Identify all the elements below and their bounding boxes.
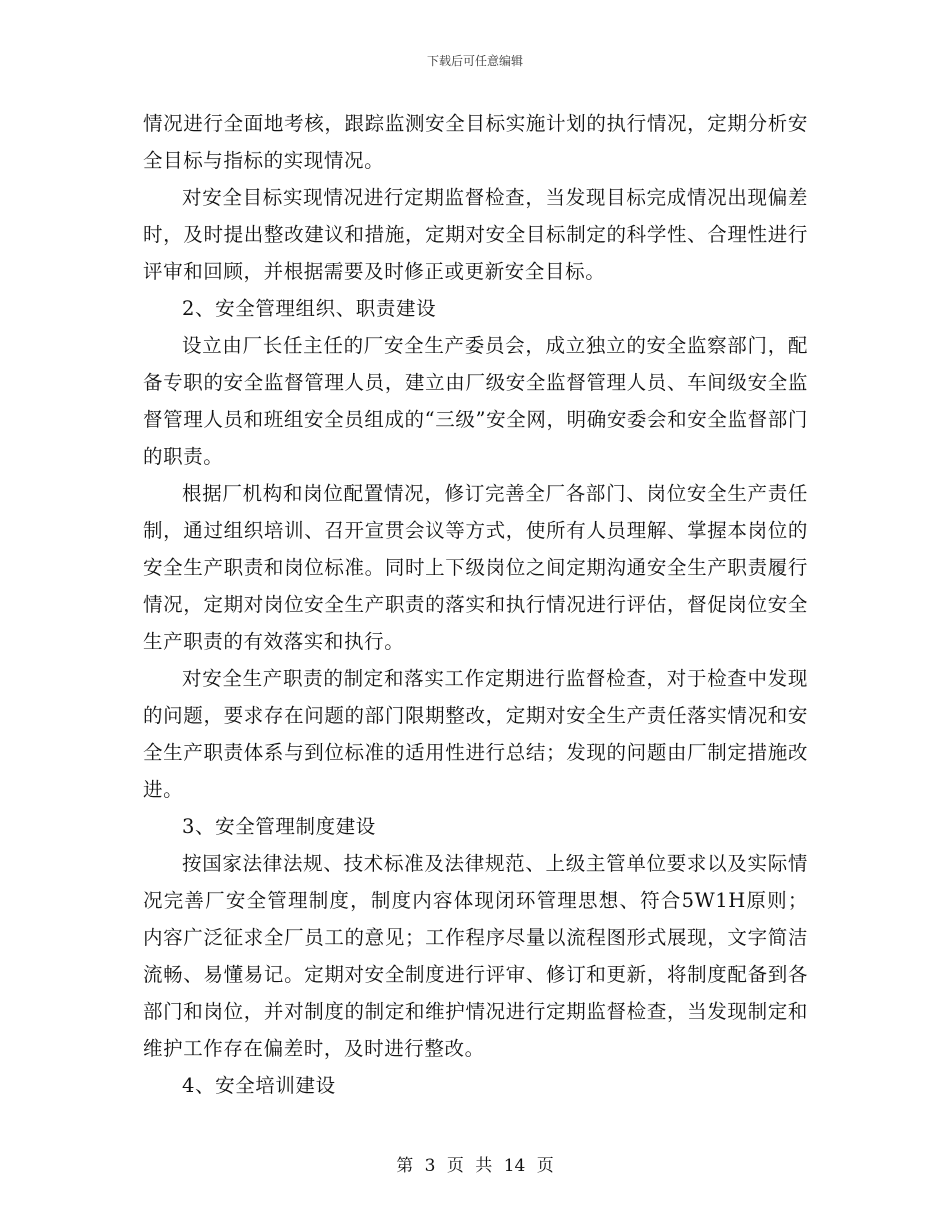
section-heading-4: 4、安全培训建设 (182, 1074, 336, 1097)
section-heading-3: 3、安全管理制度建设 (182, 815, 376, 838)
page-header: 下载后可任意编辑 (426, 54, 523, 68)
paragraph-4: 根据厂机构和岗位配置情况，修订完善全厂各部门、岗位安全生产责任制，通过组织培训、召开宣贯会议等方式，使所有人员理解、掌握本岗位的安全生产职责和岗位标准。同时上下级岗位之间定期沟通安全生产职责履行情况，定期对岗位安全生产职责的落实和执行情况进行评估，督促岗位安全生产职责的有效落实和执行。 (143, 482, 808, 653)
paragraph-5: 对安全生产职责的制定和落实工作定期进行监督检查，对于检查中发现的问题，要求存在问题的部门限期整改，定期对安全生产责任落实情况和安全生产职责体系与到位标准的适用性进行总结；发现的问题由厂制定措施改进。 (143, 667, 808, 801)
paragraph-6: 按国家法律法规、技术标准及法律规范、上级主管单位要求以及实际情况完善厂安全管理制度，制度内容体现闭环管理思想、符合5W1H原则；内容广泛征求全厂员工的意见；工作程序尽量以流程图形式展现，文字简洁流畅、易懂易记。定期对安全制度进行评审、修订和更新，将制度配备到各部门和岗位，并对制度的制定和维护情况进行定期监督检查，当发现制定和维护工作存在偏差时，及时进行整改。 (143, 852, 808, 1060)
document-body (143, 105, 808, 1104)
page-number-footer: 第 3 页 共 14 页 (396, 1156, 554, 1176)
paragraph-2: 对安全目标实现情况进行定期监督检查，当发现目标完成情况出现偏差时，及时提出整改建议和措施，定期对安全目标制定的科学性、合理性进行评审和回顾，并根据需要及时修正或更新安全目标。 (143, 186, 808, 283)
section-heading-2: 2、安全管理组织、职责建设 (182, 297, 437, 320)
paragraph-1: 情况进行全面地考核，跟踪监测安全目标实施计划的执行情况，定期分析安全目标与指标的实现情况。 (143, 112, 808, 172)
paragraph-3: 设立由厂长任主任的厂安全生产委员会，成立独立的安全监察部门，配备专职的安全监督管理人员，建立由厂级安全监督管理人员、车间级安全监督管理人员和班组安全员组成的“三级”安全网，明确安委会和安全监督部门的职责。 (143, 334, 808, 468)
